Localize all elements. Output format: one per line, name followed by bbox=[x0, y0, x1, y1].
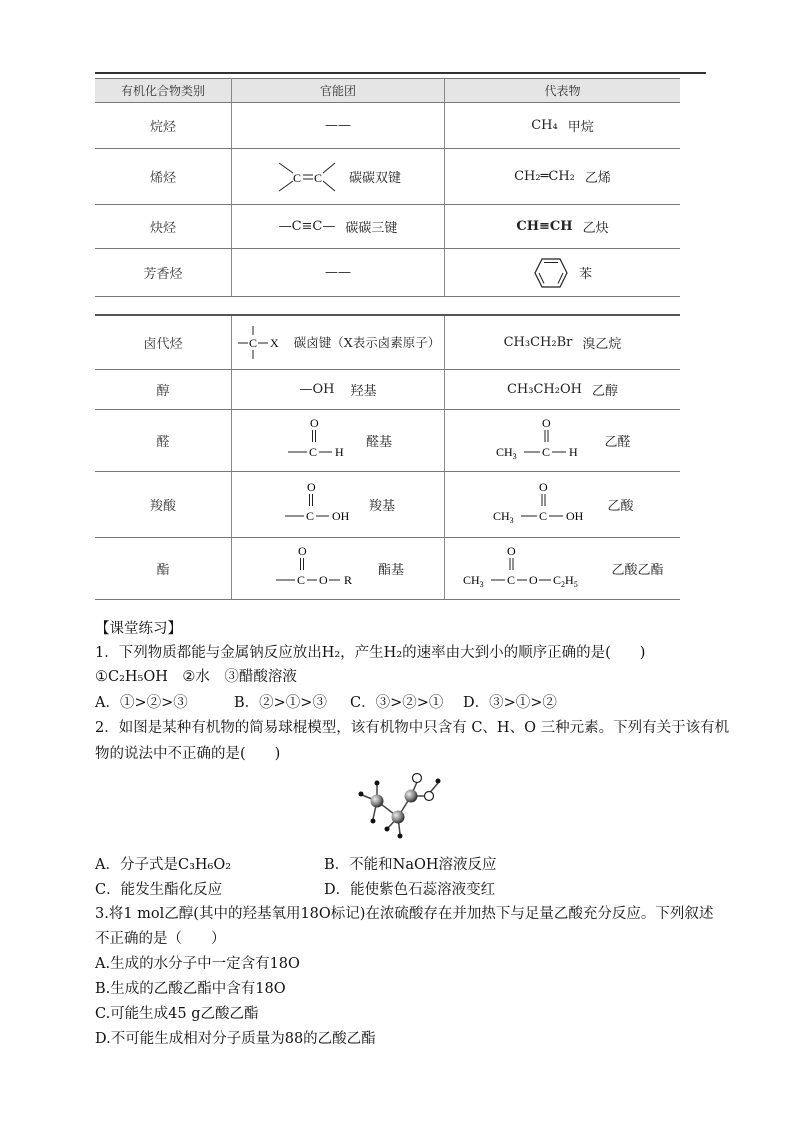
group-cell bbox=[232, 315, 445, 369]
q3-stem-line1: 3.将1 mol乙醇(其中的羟基氧用18O标记)在浓硫酸存在并加热下与足量乙酸充分反应。下列叙述 bbox=[95, 906, 714, 922]
group-cell: —— bbox=[232, 103, 445, 149]
header-representative: 代表物 bbox=[445, 79, 681, 103]
category-cell: 醛 bbox=[95, 409, 232, 471]
q3-option-a[interactable]: A.生成的水分子中一定含有18O bbox=[95, 956, 300, 972]
header-functional-group: 官能团 bbox=[232, 79, 445, 103]
table-row-alkyne bbox=[95, 205, 680, 249]
category-cell: 烯烃 bbox=[95, 149, 232, 205]
group-cell bbox=[232, 369, 445, 409]
table-row-aromatic bbox=[95, 249, 680, 297]
q3-option-b[interactable]: B.生成的乙酸乙酯中含有18O bbox=[95, 981, 286, 997]
table-header-row bbox=[95, 79, 680, 103]
table-row-haloalkane bbox=[95, 315, 680, 369]
group-cell bbox=[232, 409, 445, 471]
category-cell: 酯 bbox=[95, 537, 232, 599]
ester-group-structure bbox=[272, 543, 368, 593]
svg-text:C: C bbox=[292, 170, 301, 185]
representative-cell bbox=[445, 471, 681, 537]
svg-text:CH3: $CH_3$ bbox=[493, 509, 515, 525]
hydrogen-atom bbox=[385, 827, 390, 832]
q2-stem-line1: 2．如图是某种有机物的简易球棍模型，该有机物中只含有 C、H、O 三种元素。下列有关于该有机 bbox=[95, 720, 730, 736]
svg-text:H: H bbox=[334, 445, 344, 459]
q1-option-b[interactable]: B．②>①>③ bbox=[234, 695, 327, 711]
group-formula: —OH bbox=[299, 381, 335, 397]
q2-option-d[interactable]: D．能使紫色石蕊溶液变红 bbox=[324, 882, 496, 898]
rep-name: 乙醛 bbox=[604, 434, 631, 450]
group-name: 酯基 bbox=[377, 562, 404, 578]
q1-option-d[interactable]: D．③>①>② bbox=[463, 695, 557, 711]
functional-group-table-part1 bbox=[95, 78, 680, 297]
group-formula: —C≡C— bbox=[278, 219, 336, 234]
group-cell bbox=[232, 149, 445, 205]
svg-text:C: C bbox=[305, 509, 314, 523]
category-cell: 羧酸 bbox=[95, 471, 232, 537]
rep-formula: CH₃CH₂Br bbox=[503, 334, 573, 350]
rep-name: 苯 bbox=[578, 267, 592, 282]
hydrogen-atom bbox=[398, 834, 403, 839]
representative-cell bbox=[445, 369, 681, 409]
acetaldehyde-structure bbox=[494, 415, 592, 465]
rep-name: 溴乙烷 bbox=[582, 336, 622, 352]
group-cell: —— bbox=[232, 249, 445, 297]
benzene-ring-structure bbox=[533, 256, 569, 290]
cc-double-bond-structure bbox=[275, 157, 339, 197]
svg-text:O: O bbox=[318, 573, 328, 587]
rep-formula: CH₃CH₂OH bbox=[506, 381, 582, 397]
svg-text:O: O bbox=[309, 416, 319, 430]
ethyl-acetate-structure bbox=[461, 543, 601, 593]
functional-group-table-part2 bbox=[95, 314, 680, 600]
category-cell: 烷烃 bbox=[95, 103, 232, 149]
rep-name: 乙醇 bbox=[591, 383, 618, 399]
q1-option-a[interactable]: A．①>②>③ bbox=[95, 695, 188, 711]
svg-text:CH3: $CH_3$ bbox=[463, 573, 485, 589]
table-row-alcohol bbox=[95, 369, 680, 409]
table-row-alkane bbox=[95, 103, 680, 149]
carbon-halogen-bond-structure bbox=[236, 322, 288, 362]
svg-text:OH: OH bbox=[566, 509, 584, 523]
carbon-atom bbox=[405, 790, 418, 803]
rep-name: 乙烯 bbox=[584, 171, 611, 186]
q3-option-d[interactable]: D.不可能生成相对分子质量为88的乙酸乙酯 bbox=[95, 1031, 376, 1047]
representative-cell bbox=[445, 249, 681, 297]
rep-name: 乙炔 bbox=[582, 221, 609, 236]
group-name: 醛基 bbox=[365, 434, 392, 450]
svg-text:R: R bbox=[343, 573, 352, 587]
hydrogen-atom bbox=[359, 792, 364, 797]
group-cell bbox=[232, 537, 445, 599]
svg-text:C: C bbox=[296, 573, 305, 587]
svg-text:O: O bbox=[306, 480, 316, 494]
svg-text:O: O bbox=[297, 544, 307, 558]
table-row-aldehyde bbox=[95, 409, 680, 471]
svg-text:CH3: $CH_3$ bbox=[496, 445, 518, 461]
hydrogen-atom bbox=[371, 819, 376, 824]
representative-cell bbox=[445, 149, 681, 205]
aldehyde-group-structure bbox=[284, 415, 354, 465]
svg-text:C: C bbox=[539, 509, 548, 523]
category-cell: 炔烃 bbox=[95, 205, 232, 249]
hydrogen-atom bbox=[375, 781, 380, 786]
q3-stem-line2: 不正确的是（ ） bbox=[95, 931, 226, 947]
ball-and-stick-model bbox=[352, 768, 452, 840]
table-row-alkene bbox=[95, 149, 680, 205]
svg-text:C2H5: $C_2H_5$ bbox=[553, 573, 579, 589]
rep-formula: CH₂═CH₂ bbox=[514, 169, 575, 184]
section-title: 【课堂练习】 bbox=[95, 621, 182, 637]
group-name: 羟基 bbox=[350, 383, 377, 399]
svg-text:O: O bbox=[542, 416, 552, 430]
q1-option-c[interactable]: C．③>②>① bbox=[350, 695, 444, 711]
acetic-acid-structure bbox=[491, 479, 595, 529]
top-rule bbox=[95, 72, 706, 74]
representative-cell bbox=[445, 205, 681, 249]
category-cell: 醇 bbox=[95, 369, 232, 409]
table-row-carboxylic-acid bbox=[95, 471, 680, 537]
rep-name: 乙酸乙酯 bbox=[611, 562, 664, 578]
group-cell bbox=[232, 205, 445, 249]
svg-text:X: X bbox=[269, 336, 279, 351]
representative-cell bbox=[445, 315, 681, 369]
svg-text:C: C bbox=[313, 170, 322, 185]
svg-text:C: C bbox=[542, 445, 551, 459]
representative-cell bbox=[445, 409, 681, 471]
representative-cell bbox=[445, 103, 681, 149]
header-category: 有机化合物类别 bbox=[95, 79, 232, 103]
svg-text:H: H bbox=[569, 445, 579, 459]
rep-name: 乙酸 bbox=[607, 498, 634, 514]
svg-text:O: O bbox=[539, 480, 549, 494]
svg-text:O: O bbox=[529, 573, 539, 587]
representative-cell bbox=[445, 537, 681, 599]
group-name: 羧基 bbox=[368, 498, 395, 514]
carbon-atom bbox=[392, 811, 405, 824]
group-name: 碳卤键（X表示卤素原子） bbox=[293, 335, 441, 351]
q1-stem: 1．下列物质都能与金属钠反应放出H₂，产生H₂的速率由大到小的顺序正确的是( ) bbox=[95, 645, 646, 661]
q1-items: ①C₂H₅OH ②水 ③醋酸溶液 bbox=[95, 669, 297, 685]
q2-option-b[interactable]: B．不能和NaOH溶液反应 bbox=[324, 857, 497, 873]
svg-text:O: O bbox=[507, 544, 517, 558]
hydrogen-atom bbox=[436, 779, 441, 784]
category-cell: 芳香烃 bbox=[95, 249, 232, 297]
carboxyl-group-structure bbox=[281, 479, 357, 529]
category-cell: 卤代烃 bbox=[95, 315, 232, 369]
rep-formula: CH≡CH bbox=[516, 219, 573, 234]
rep-name: 甲烷 bbox=[567, 120, 594, 135]
group-cell bbox=[232, 471, 445, 537]
table-row-ester bbox=[95, 537, 680, 599]
svg-text:C: C bbox=[248, 336, 257, 351]
svg-text:OH: OH bbox=[331, 509, 350, 523]
rep-formula: CH₄ bbox=[531, 118, 558, 133]
carbon-atom bbox=[371, 795, 384, 808]
oxygen-atom bbox=[413, 774, 422, 783]
q2-stem-line2: 物的说法中不正确的是( ) bbox=[95, 746, 281, 762]
svg-text:C: C bbox=[308, 445, 317, 459]
q2-option-c[interactable]: C．能发生酯化反应 bbox=[95, 882, 223, 898]
svg-text:C: C bbox=[507, 573, 516, 587]
q2-option-a[interactable]: A．分子式是C₃H₆O₂ bbox=[95, 857, 232, 873]
oxygen-atom bbox=[425, 792, 434, 801]
group-name: 碳碳三键 bbox=[345, 221, 398, 236]
group-name: 碳碳双键 bbox=[348, 171, 401, 186]
q3-option-c[interactable]: C.可能生成45 g乙酸乙酯 bbox=[95, 1006, 259, 1022]
